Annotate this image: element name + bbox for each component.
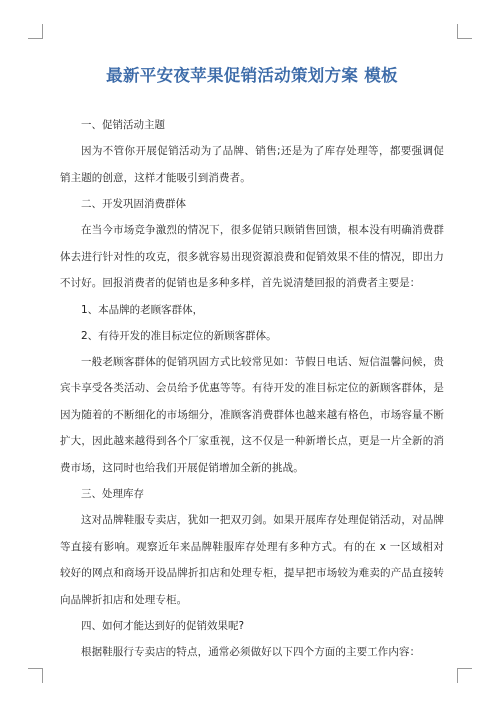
list-item: 1、本品牌的老顾客群体， xyxy=(81,303,204,316)
crop-mark-bottom-right xyxy=(457,668,472,683)
crop-mark-top-left xyxy=(28,24,43,39)
crop-mark-bottom-left xyxy=(28,668,43,683)
body-paragraph: 这对品牌鞋服专卖店，犹如一把双刃剑。如果开展库存处理促销活动，对品牌等直接有影响。观察近年来品牌鞋服库存处理有多种方式。有的在 x 一区域相对较好的网点和商场开设品牌折扣店和处理专柜，提早把市场较为难卖的产品直接转向品牌折扣店和处理专柜。 xyxy=(60,514,444,606)
document-title: 最新平安夜苹果促销活动策划方案 模板 xyxy=(106,66,398,85)
section-heading: 一、促销活动主题 xyxy=(81,119,165,131)
body-paragraph: 在当今市场竞争激烈的情况下，很多促销只顾销售回馈，根本没有明确消费群体去进行针对性的攻克，很多就容易出现资源浪费和促销效果不佳的情况，即出力不讨好。回报消费者的促销也是多种多样，首先说清楚回报的消费者主要是： xyxy=(60,224,444,289)
body-paragraph: 一般老顾客群体的促销巩固方式比较常见如：节假日电话、短信温馨问候，贵宾卡享受各类活动、会员给予优惠等等。有待开发的准目标定位的新顾客群体，是因为随着的不断细化的市场细分，准顾客消费群体也越来越有格色，市场容量不断扩大，因此越来越得到各个厂家重视，这不仅是一种新增长点，更是一片全新的消费市场，这同时也给我们开展促销增加全新的挑战。 xyxy=(60,355,444,474)
crop-mark-top-right xyxy=(457,24,472,39)
section-heading: 二、开发巩固消费群体 xyxy=(81,198,186,210)
body-paragraph: 根据鞋服行专卖店的特点，通常必须做好以下四个方面的主要工作内容： xyxy=(81,646,421,658)
section-heading: 三、处理库存 xyxy=(81,488,144,500)
document-page xyxy=(60,62,444,666)
section-heading: 四、如何才能达到好的促销效果呢? xyxy=(81,620,245,632)
list-item: 2、有待开发的准目标定位的新顾客群体。 xyxy=(81,329,277,342)
body-paragraph: 因为不管你开展促销活动为了品牌、销售;还是为了库存处理等，都要强调促销主题的创意，这样才能吸引到消费者。 xyxy=(60,145,444,184)
